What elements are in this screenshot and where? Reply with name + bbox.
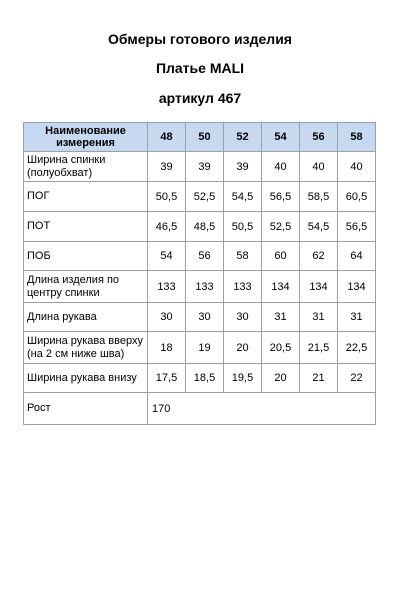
cell-value: 18 — [148, 332, 186, 364]
cell-value: 18,5 — [186, 364, 224, 393]
cell-value: 56,5 — [262, 182, 300, 212]
cell-value: 20 — [262, 364, 300, 393]
cell-value: 30 — [148, 303, 186, 332]
product-name: Платье MALI — [155, 60, 245, 76]
cell-value: 17,5 — [148, 364, 186, 393]
cell-value: 52,5 — [262, 212, 300, 242]
row-label: ПОБ — [24, 242, 148, 271]
cell-value: 31 — [300, 303, 338, 332]
cell-value: 21 — [300, 364, 338, 393]
table-row — [24, 212, 376, 242]
table-row — [24, 364, 376, 393]
row-label: ПОГ — [24, 182, 148, 212]
header-size: 50 — [186, 123, 224, 152]
cell-value: 46,5 — [148, 212, 186, 242]
row-label: ПОТ — [24, 212, 148, 242]
cell-value: 30 — [224, 303, 262, 332]
row-label: Ширина рукава внизу — [24, 364, 148, 393]
cell-value: 40 — [338, 152, 376, 182]
table-row — [24, 182, 376, 212]
cell-value: 20 — [224, 332, 262, 364]
cell-value: 50,5 — [224, 212, 262, 242]
cell-value: 133 — [186, 271, 224, 303]
article-number: артикул 467 — [158, 90, 242, 106]
cell-value: 134 — [300, 271, 338, 303]
cell-value: 22,5 — [338, 332, 376, 364]
cell-value: 133 — [224, 271, 262, 303]
cell-value: 20,5 — [262, 332, 300, 364]
cell-value: 134 — [338, 271, 376, 303]
cell-value: 56 — [186, 242, 224, 271]
row-label: Длина изделия по центру спинки — [24, 271, 148, 303]
table-header-row — [24, 123, 376, 152]
cell-value: 39 — [224, 152, 262, 182]
cell-value: 40 — [300, 152, 338, 182]
row-label: Ширина рукава вверху (на 2 см ниже шва) — [24, 332, 148, 364]
header-size: 56 — [300, 123, 338, 152]
cell-value: 54,5 — [224, 182, 262, 212]
height-value: 170 — [148, 393, 376, 425]
table-row — [24, 303, 376, 332]
cell-value: 60,5 — [338, 182, 376, 212]
header-size: 54 — [262, 123, 300, 152]
cell-value: 48,5 — [186, 212, 224, 242]
cell-value: 50,5 — [148, 182, 186, 212]
header-size: 58 — [338, 123, 376, 152]
cell-value: 58,5 — [300, 182, 338, 212]
header-size: 52 — [224, 123, 262, 152]
header-measurement-name: Наименование измерения — [24, 123, 148, 152]
cell-value: 64 — [338, 242, 376, 271]
table-row — [24, 271, 376, 303]
cell-value: 39 — [148, 152, 186, 182]
cell-value: 19 — [186, 332, 224, 364]
cell-value: 52,5 — [186, 182, 224, 212]
measurements-table — [23, 122, 376, 425]
table-row — [24, 152, 376, 182]
table-row — [24, 242, 376, 271]
cell-value: 30 — [186, 303, 224, 332]
cell-value: 19,5 — [224, 364, 262, 393]
header-size: 48 — [148, 123, 186, 152]
cell-value: 133 — [148, 271, 186, 303]
cell-value: 22 — [338, 364, 376, 393]
cell-value: 134 — [262, 271, 300, 303]
cell-value: 31 — [338, 303, 376, 332]
cell-value: 40 — [262, 152, 300, 182]
document-title: Обмеры готового изделия — [108, 31, 292, 47]
cell-value: 54 — [148, 242, 186, 271]
cell-value: 60 — [262, 242, 300, 271]
cell-value: 54,5 — [300, 212, 338, 242]
cell-value: 56,5 — [338, 212, 376, 242]
cell-value: 58 — [224, 242, 262, 271]
row-label: Рост — [24, 393, 148, 425]
table-row — [24, 332, 376, 364]
cell-value: 31 — [262, 303, 300, 332]
table-row-height — [24, 393, 376, 425]
row-label: Ширина спинки (полуобхват) — [24, 152, 148, 182]
row-label: Длина рукава — [24, 303, 148, 332]
cell-value: 39 — [186, 152, 224, 182]
cell-value: 62 — [300, 242, 338, 271]
cell-value: 21,5 — [300, 332, 338, 364]
